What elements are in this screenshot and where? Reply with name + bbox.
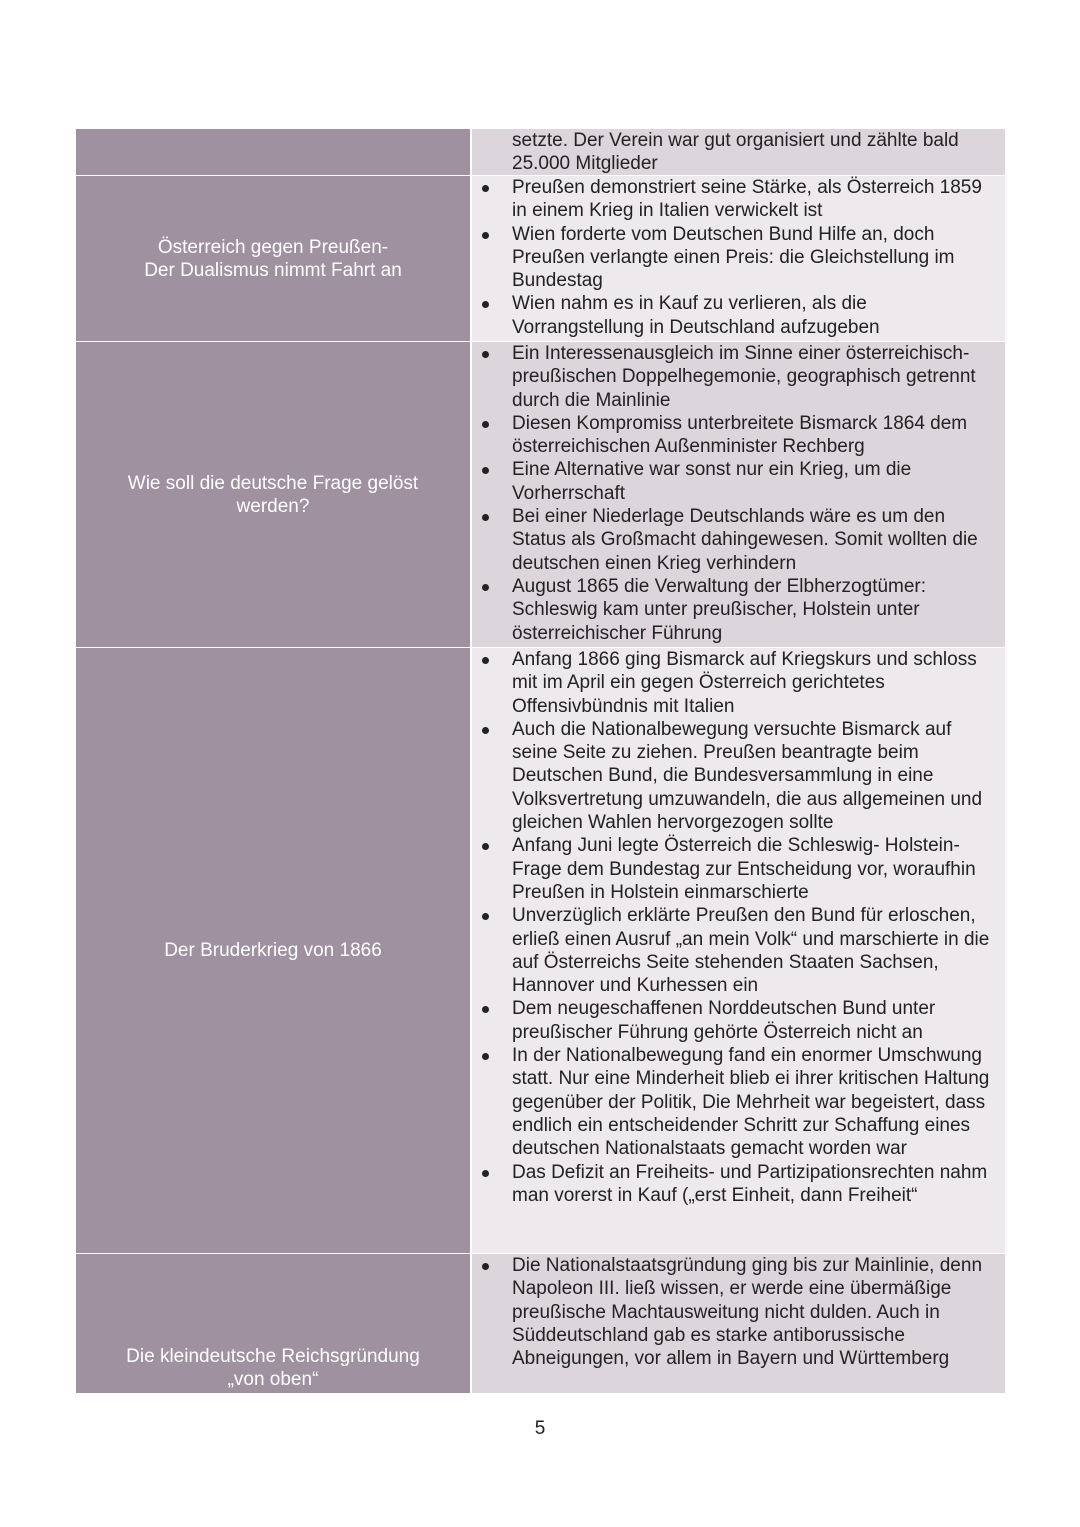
bullet-icon xyxy=(482,351,489,358)
content-cell xyxy=(472,342,1005,647)
list-item: Wien nahm es in Kauf zu verlieren, als die Vorrangstellung in Deutschland aufzugeben xyxy=(472,292,997,339)
topic-cell xyxy=(76,342,472,647)
list-item: Wien forderte vom Deutschen Bund Hilfe an, doch Preußen verlangte einen Preis: die Gleichstellung im Bundestag xyxy=(472,223,997,293)
list-item: Eine Alternative war sonst nur ein Krieg, um die Vorherrschaft xyxy=(472,458,997,505)
bullet-icon xyxy=(482,1170,489,1177)
bullet-icon xyxy=(482,301,489,308)
bullet-icon xyxy=(482,232,489,239)
list-item: Das Defizit an Freiheits- und Partizipationsrechten nahm man vorerst in Kauf („erst Einheit, dann Freiheit“ xyxy=(472,1161,997,1208)
list-item: Preußen demonstriert seine Stärke, als Österreich 1859 in einem Krieg in Italien verwickelt ist xyxy=(472,176,997,223)
table-row xyxy=(76,129,1005,176)
table-row xyxy=(76,648,1005,1254)
bullet-icon xyxy=(482,657,489,664)
bullet-icon xyxy=(482,913,489,920)
list-item: Dem neugeschaffenen Norddeutschen Bund unter preußischer Führung gehörte Österreich nicht an xyxy=(472,997,997,1044)
bullet-icon xyxy=(482,727,489,734)
bullet-list xyxy=(472,648,997,1207)
history-table xyxy=(76,129,1005,1393)
topic-label: Der Bruderkrieg von 1866 xyxy=(164,940,382,961)
topic-label: Wie soll die deutsche Frage gelöst werden? xyxy=(127,472,419,517)
bullet-icon xyxy=(482,1263,489,1270)
list-item: Bei einer Niederlage Deutschlands wäre es um den Status als Großmacht dahingewesen. Somit wollten die deutschen einen Krieg verhindern xyxy=(472,505,997,575)
list-item: Die Nationalstaatsgründung ging bis zur Mainlinie, denn Napoleon III. ließ wissen, er werde eine übermäßige preußische Machtausweitung nicht dulden. Auch in Süddeutschland gab es starke antiborussische Abneigungen, vor allem in Bayern und Württemberg xyxy=(472,1254,997,1370)
topic-cell xyxy=(76,1254,472,1393)
bullet-list xyxy=(472,176,997,339)
topic-label: Die kleindeutsche Reichsgründung „von oben“ xyxy=(126,1346,420,1390)
table-row xyxy=(76,1254,1005,1393)
table-row xyxy=(76,342,1005,648)
list-item: In der Nationalbewegung fand ein enormer Umschwung statt. Nur eine Minderheit blieb ei ihrer kritischen Haltung gegenüber der Politik, Die Mehrheit war begeistert, dass endlich ein entscheidender Schritt zur Schaffung eines deutschen Nationalstaats gemacht worden war xyxy=(472,1044,997,1160)
bullet-icon xyxy=(482,421,489,428)
content-cell xyxy=(472,129,1005,175)
list-item: August 1865 die Verwaltung der Elbherzogtümer: Schleswig kam unter preußischer, Holstein unter österreichischer Führung xyxy=(472,575,997,645)
list-item: Ein Interessenausgleich im Sinne einer österreichisch- preußischen Doppelhegemonie, geographisch getrennt durch die Mainlinie xyxy=(472,342,997,412)
bullet-icon xyxy=(482,1006,489,1013)
list-item: Anfang Juni legte Österreich die Schleswig- Holstein-Frage dem Bundestag zur Entscheidung vor, woraufhin Preußen in Holstein einmarschierte xyxy=(472,834,997,904)
bullet-icon xyxy=(482,467,489,474)
topic-cell xyxy=(76,129,472,175)
content-cell xyxy=(472,648,1005,1253)
continuation-text: setzte. Der Verein war gut organisiert und zählte bald 25.000 Mitglieder xyxy=(512,130,959,175)
bullet-list xyxy=(472,342,997,645)
bullet-icon xyxy=(482,843,489,850)
list-item: Unverzüglich erklärte Preußen den Bund für erloschen, erließ einen Ausruf „an mein Volk“ und marschierte in die auf Österreichs Seite stehenden Staaten Sachsen, Hannover und Kurhessen ein xyxy=(472,904,997,997)
bullet-list xyxy=(472,1254,997,1370)
list-item: Anfang 1866 ging Bismarck auf Kriegskurs und schloss mit im April ein gegen Österreich gerichtetes Offensivbündnis mit Italien xyxy=(472,648,997,718)
list-item: Diesen Kompromiss unterbreitete Bismarck 1864 dem österreichischen Außenminister Rechberg xyxy=(472,412,997,459)
table-row xyxy=(76,176,1005,342)
bullet-icon xyxy=(482,1053,489,1060)
list-item: Auch die Nationalbewegung versuchte Bismarck auf seine Seite zu ziehen. Preußen beantragte beim Deutschen Bund, die Bundesversammlung in eine Volksvertretung umzuwandeln, die aus allgemeinen und gleichen Wahlen hervorgezogen sollte xyxy=(472,718,997,834)
topic-cell xyxy=(76,176,472,341)
topic-label: Österreich gegen Preußen- Der Dualismus nimmt Fahrt an xyxy=(144,236,402,281)
content-cell xyxy=(472,1254,1005,1393)
bullet-icon xyxy=(482,514,489,521)
topic-cell xyxy=(76,648,472,1253)
bullet-icon xyxy=(482,584,489,591)
page-number: 5 xyxy=(534,1418,546,1439)
content-cell xyxy=(472,176,1005,341)
bullet-icon xyxy=(482,185,489,192)
